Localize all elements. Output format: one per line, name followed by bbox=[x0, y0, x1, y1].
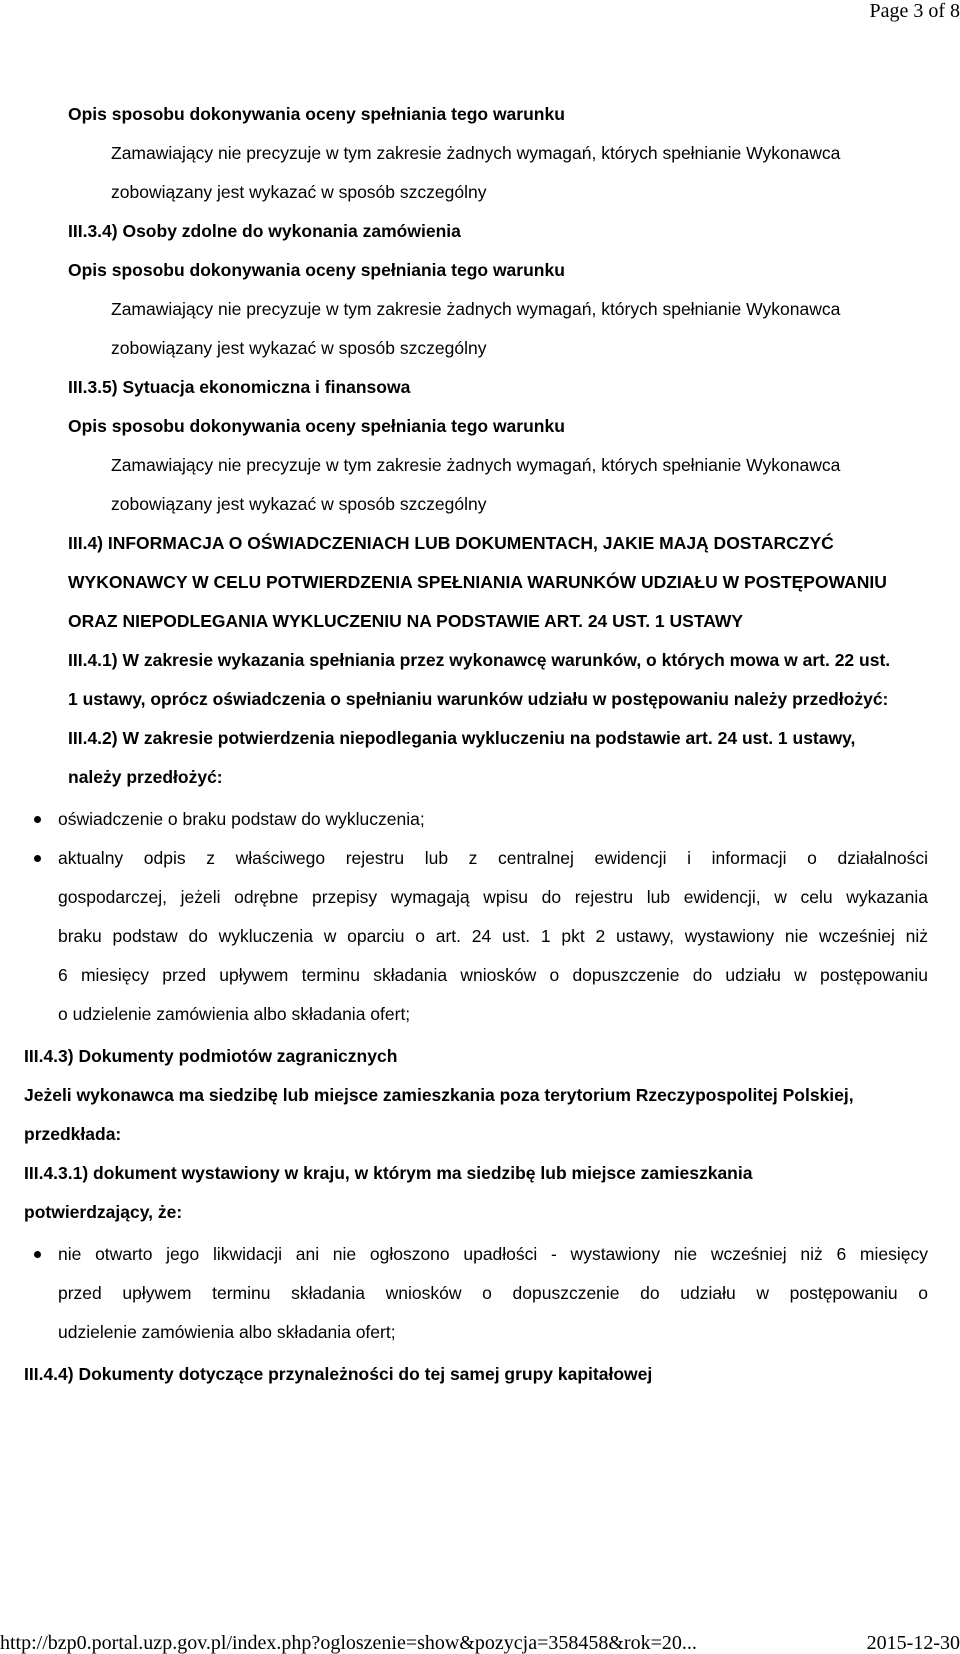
line-text: Opis sposobu dokonywania oceny spełniania tego warunku bbox=[68, 260, 565, 280]
bullet-icon bbox=[34, 1251, 41, 1258]
section-heading-line bbox=[24, 1124, 940, 1144]
line-text: o udzielenie zamówienia albo składania ofert; bbox=[58, 1004, 411, 1024]
section-heading-line bbox=[68, 767, 940, 787]
line-text: III.4.2) W zakresie potwierdzenia niepodlegania wykluczeniu na podstawie art. 24 ust. 1 ustawy, bbox=[68, 728, 856, 748]
line-text: Opis sposobu dokonywania oceny spełniania tego warunku bbox=[68, 104, 565, 124]
line-text: Zamawiający nie precyzuje w tym zakresie żadnych wymagań, których spełnianie Wykonawca bbox=[111, 299, 841, 319]
line-text: Jeżeli wykonawca ma siedzibę lub miejsce zamieszkania poza terytorium Rzeczypospolitej Polskiej, bbox=[24, 1085, 854, 1105]
line-text: przed upływem terminu składania wniosków o dopuszczenie do udziału w postępowaniu o bbox=[58, 1283, 928, 1303]
line-text: 1 ustawy, oprócz oświadczenia o spełnianiu warunków udziału w postępowaniu należy przedłożyć: bbox=[68, 689, 889, 709]
text-line bbox=[111, 338, 940, 358]
footer-url: http://bzp0.portal.uzp.gov.pl/index.php?ogloszenie=show&pozycja=358458&rok=20... bbox=[0, 1632, 697, 1654]
line-text: Opis sposobu dokonywania oceny spełniania tego warunku bbox=[68, 416, 565, 436]
line-text: 6 miesięcy przed upływem terminu składania wniosków o dopuszczenie do udziału w postępowaniu bbox=[58, 965, 928, 985]
section-heading-line bbox=[24, 1202, 940, 1222]
line-text: III.4.1) W zakresie wykazania spełniania przez wykonawcę warunków, o których mowa w art. 22 ust. bbox=[68, 650, 891, 670]
section-heading-line bbox=[68, 533, 940, 553]
line-text: III.4.3) Dokumenty podmiotów zagranicznych bbox=[24, 1046, 398, 1066]
line-text: III.4.3.1) dokument wystawiony w kraju, w którym ma siedzibę lub miejsce zamieszkania bbox=[24, 1163, 753, 1183]
section-heading-line bbox=[68, 416, 940, 436]
document-body bbox=[0, 104, 940, 1403]
bullet-icon bbox=[34, 816, 41, 823]
section-heading-line bbox=[68, 221, 940, 241]
line-text: zobowiązany jest wykazać w sposób szczególny bbox=[111, 182, 487, 202]
text-line bbox=[58, 887, 928, 907]
text-line bbox=[58, 1283, 928, 1303]
section-heading-line bbox=[68, 689, 940, 709]
bullet-icon bbox=[34, 855, 41, 862]
line-text: WYKONAWCY W CELU POTWIERDZENIA SPEŁNIANIA WARUNKÓW UDZIAŁU W POSTĘPOWANIU bbox=[68, 572, 887, 592]
text-line bbox=[111, 299, 940, 319]
section-heading-line bbox=[68, 104, 940, 124]
text-line bbox=[111, 494, 940, 514]
line-text: należy przedłożyć: bbox=[68, 767, 223, 787]
section-heading-line bbox=[24, 1163, 940, 1183]
line-text: nie otwarto jego likwidacji ani nie ogłoszono upadłości - wystawiony nie wcześniej niż 6 miesięcy bbox=[58, 1244, 928, 1264]
text-line bbox=[111, 143, 940, 163]
text-line bbox=[111, 455, 940, 475]
section-heading-line bbox=[68, 260, 940, 280]
section-heading-line bbox=[68, 572, 940, 592]
text-line bbox=[58, 926, 928, 946]
footer-date: 2015-12-30 bbox=[866, 1632, 960, 1654]
line-text: braku podstaw do wykluczenia w oparciu o art. 24 ust. 1 pkt 2 ustawy, wystawiony nie wcześniej niż bbox=[58, 926, 928, 946]
line-text: zobowiązany jest wykazać w sposób szczególny bbox=[111, 338, 487, 358]
text-line bbox=[58, 965, 928, 985]
line-text: zobowiązany jest wykazać w sposób szczególny bbox=[111, 494, 487, 514]
text-line bbox=[111, 182, 940, 202]
text-line bbox=[58, 1004, 940, 1024]
section-heading-line bbox=[24, 1085, 940, 1105]
line-text: gospodarczej, jeżeli odrębne przepisy wymagają wpisu do rejestru lub ewidencji, w celu wykazania bbox=[58, 887, 928, 907]
section-heading-line bbox=[68, 728, 940, 748]
line-text: udzielenie zamówienia albo składania ofert; bbox=[58, 1322, 396, 1342]
line-text: III.3.4) Osoby zdolne do wykonania zamówienia bbox=[68, 221, 461, 241]
line-text: przedkłada: bbox=[24, 1124, 122, 1144]
page-number: Page 3 of 8 bbox=[869, 0, 960, 22]
section-heading-line bbox=[68, 377, 940, 397]
line-text: potwierdzający, że: bbox=[24, 1202, 183, 1222]
text-line bbox=[58, 1322, 940, 1342]
line-text: aktualny odpis z właściwego rejestru lub z centralnej ewidencji i informacji o działalności bbox=[58, 848, 928, 868]
section-heading-line bbox=[24, 1364, 940, 1384]
list-item bbox=[58, 809, 940, 829]
line-text: Zamawiający nie precyzuje w tym zakresie żadnych wymagań, których spełnianie Wykonawca bbox=[111, 143, 841, 163]
list-item bbox=[58, 848, 928, 868]
section-heading-line bbox=[68, 650, 940, 670]
line-text: III.3.5) Sytuacja ekonomiczna i finansowa bbox=[68, 377, 411, 397]
line-text: III.4.4) Dokumenty dotyczące przynależności do tej samej grupy kapitałowej bbox=[24, 1364, 653, 1384]
line-text: Zamawiający nie precyzuje w tym zakresie żadnych wymagań, których spełnianie Wykonawca bbox=[111, 455, 841, 475]
section-heading-line bbox=[68, 611, 940, 631]
line-text: III.4) INFORMACJA O OŚWIADCZENIACH LUB DOKUMENTACH, JAKIE MAJĄ DOSTARCZYĆ bbox=[68, 533, 834, 553]
line-text: oświadczenie o braku podstaw do wykluczenia; bbox=[58, 809, 425, 829]
section-heading-line bbox=[24, 1046, 940, 1066]
list-item bbox=[58, 1244, 928, 1264]
line-text: ORAZ NIEPODLEGANIA WYKLUCZENIU NA PODSTAWIE ART. 24 UST. 1 USTAWY bbox=[68, 611, 744, 631]
